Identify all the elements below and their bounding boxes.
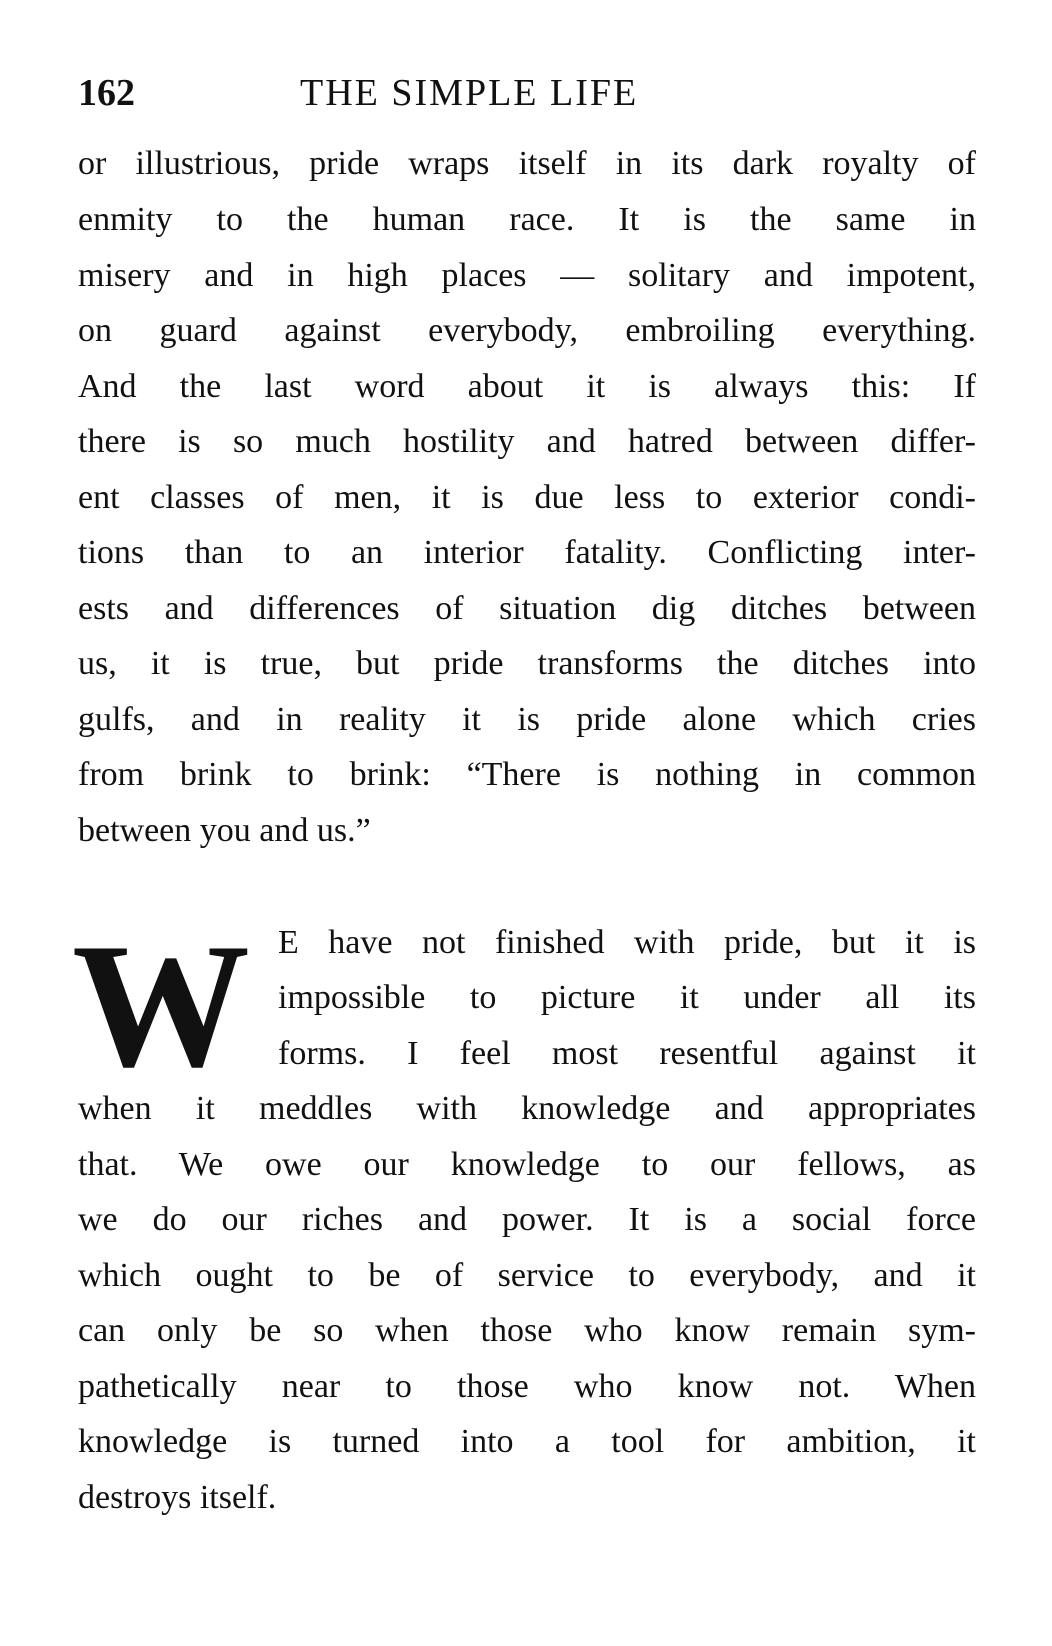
text-line: that. We owe our knowledge to our fellows, as	[78, 1146, 976, 1183]
text-line: forms. I feel most resentful against it	[278, 1035, 976, 1072]
text-line: E have not finished with pride, but it is	[278, 924, 976, 961]
text-line: when it meddles with knowledge and appropriates	[78, 1090, 976, 1127]
text-line: pathetically near to those who know not. When	[78, 1368, 976, 1405]
text-line: or illustrious, pride wraps itself in its dark royalty of	[78, 145, 976, 182]
drop-cap: W	[72, 906, 250, 1104]
text-line: gulfs, and in reality it is pride alone which cries	[78, 701, 976, 738]
text-line: impossible to picture it under all its	[278, 979, 976, 1016]
text-line: misery and in high places — solitary and impotent,	[78, 257, 976, 294]
text-line: ent classes of men, it is due less to exterior condi-	[78, 479, 976, 516]
text-line: from brink to brink: “There is nothing in common	[78, 756, 976, 793]
text-line: which ought to be of service to everybody, and it	[78, 1257, 976, 1294]
text-line: us, it is true, but pride transforms the ditches into	[78, 645, 976, 682]
text-line: can only be so when those who know remain sym-	[78, 1312, 976, 1349]
page-header	[78, 68, 978, 118]
text-line: tions than to an interior fatality. Conflicting inter-	[78, 534, 976, 571]
text-line: we do our riches and power. It is a social force	[78, 1201, 976, 1238]
text-line: between you and us.”	[78, 812, 371, 849]
text-line: there is so much hostility and hatred between differ-	[78, 423, 976, 460]
text-line: And the last word about it is always this: If	[78, 368, 976, 405]
text-line: destroys itself.	[78, 1479, 277, 1516]
text-line: knowledge is turned into a tool for ambition, it	[78, 1423, 976, 1460]
running-title: THE SIMPLE LIFE	[300, 72, 639, 114]
text-line: on guard against everybody, embroiling everything.	[78, 312, 976, 349]
text-line: enmity to the human race. It is the same in	[78, 201, 976, 238]
text-line: ests and differences of situation dig ditches between	[78, 590, 976, 627]
page-number: 162	[78, 72, 135, 114]
